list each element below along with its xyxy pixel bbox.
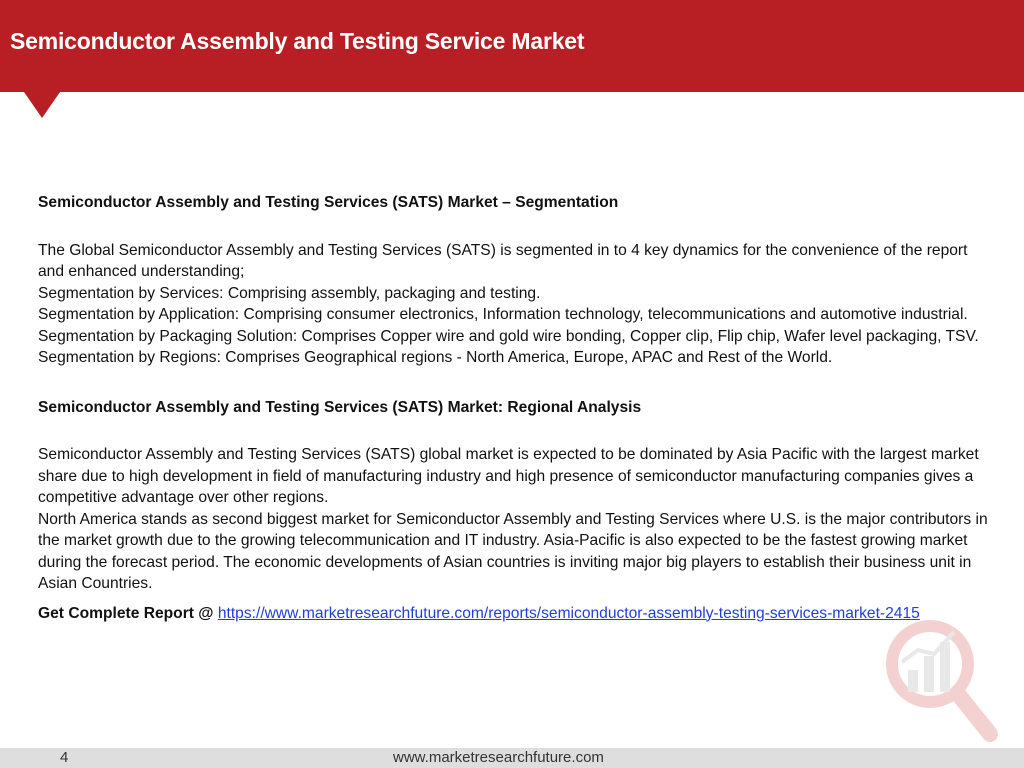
segmentation-regions: Segmentation by Regions: Comprises Geographical regions - North America, Europe, APAC and Rest of the World. — [38, 349, 833, 366]
report-link[interactable]: https://www.marketresearchfuture.com/reports/semiconductor-assembly-testing-services-market-2415 — [217, 604, 920, 622]
segmentation-heading: Semiconductor Assembly and Testing Services (SATS) Market – Segmentation — [38, 194, 619, 211]
segmentation-intro: The Global Semiconductor Assembly and Testing Services (SATS) is segmented in to 4 key dynamics for the convenience of the report and enhanced understanding; — [38, 241, 968, 280]
title-banner — [0, 0, 1024, 92]
footer-website: www.marketresearchfuture.com — [393, 749, 604, 766]
regional-heading: Semiconductor Assembly and Testing Services (SATS) Market: Regional Analysis — [38, 398, 642, 416]
segmentation-packaging: Segmentation by Packaging Solution: Comprises Copper wire and gold wire bonding, Copper clip, Flip chip, Wafer level packaging, TSV. — [38, 327, 979, 345]
regional-paragraph-north-america: North America stands as second biggest market for Semiconductor Assembly and Testing Services where U.S. is the major contributors in the market growth due to the growing telecommunication and IT industry. Asia-Pacific is also expected to be the fastest growing market during the forecast period. The economic developments of Asian countries is inviting major big players to establish their business unit in Asian Countries. — [38, 510, 988, 592]
banner-pointer — [24, 92, 60, 118]
slide-content — [38, 192, 993, 624]
page-title: Semiconductor Assembly and Testing Service Market — [10, 28, 585, 54]
page-number: 4 — [60, 749, 69, 766]
regional-paragraph-asia: Semiconductor Assembly and Testing Services (SATS) global market is expected to be dominated by Asia Pacific with the largest market share due to high development in field of manufacturing industry and high presence of semiconductor manufacturing companies gives a competitive advantage over other regions. — [38, 446, 979, 506]
segmentation-services: Segmentation by Services: Comprising assembly, packaging and testing. — [38, 284, 541, 302]
report-label: Get Complete Report @ — [38, 604, 214, 622]
report-line — [38, 603, 993, 625]
segmentation-application: Segmentation by Application: Comprising consumer electronics, Information technology, telecommunications and automotive industrial. — [38, 306, 968, 323]
magnifier-chart-icon — [878, 612, 998, 742]
